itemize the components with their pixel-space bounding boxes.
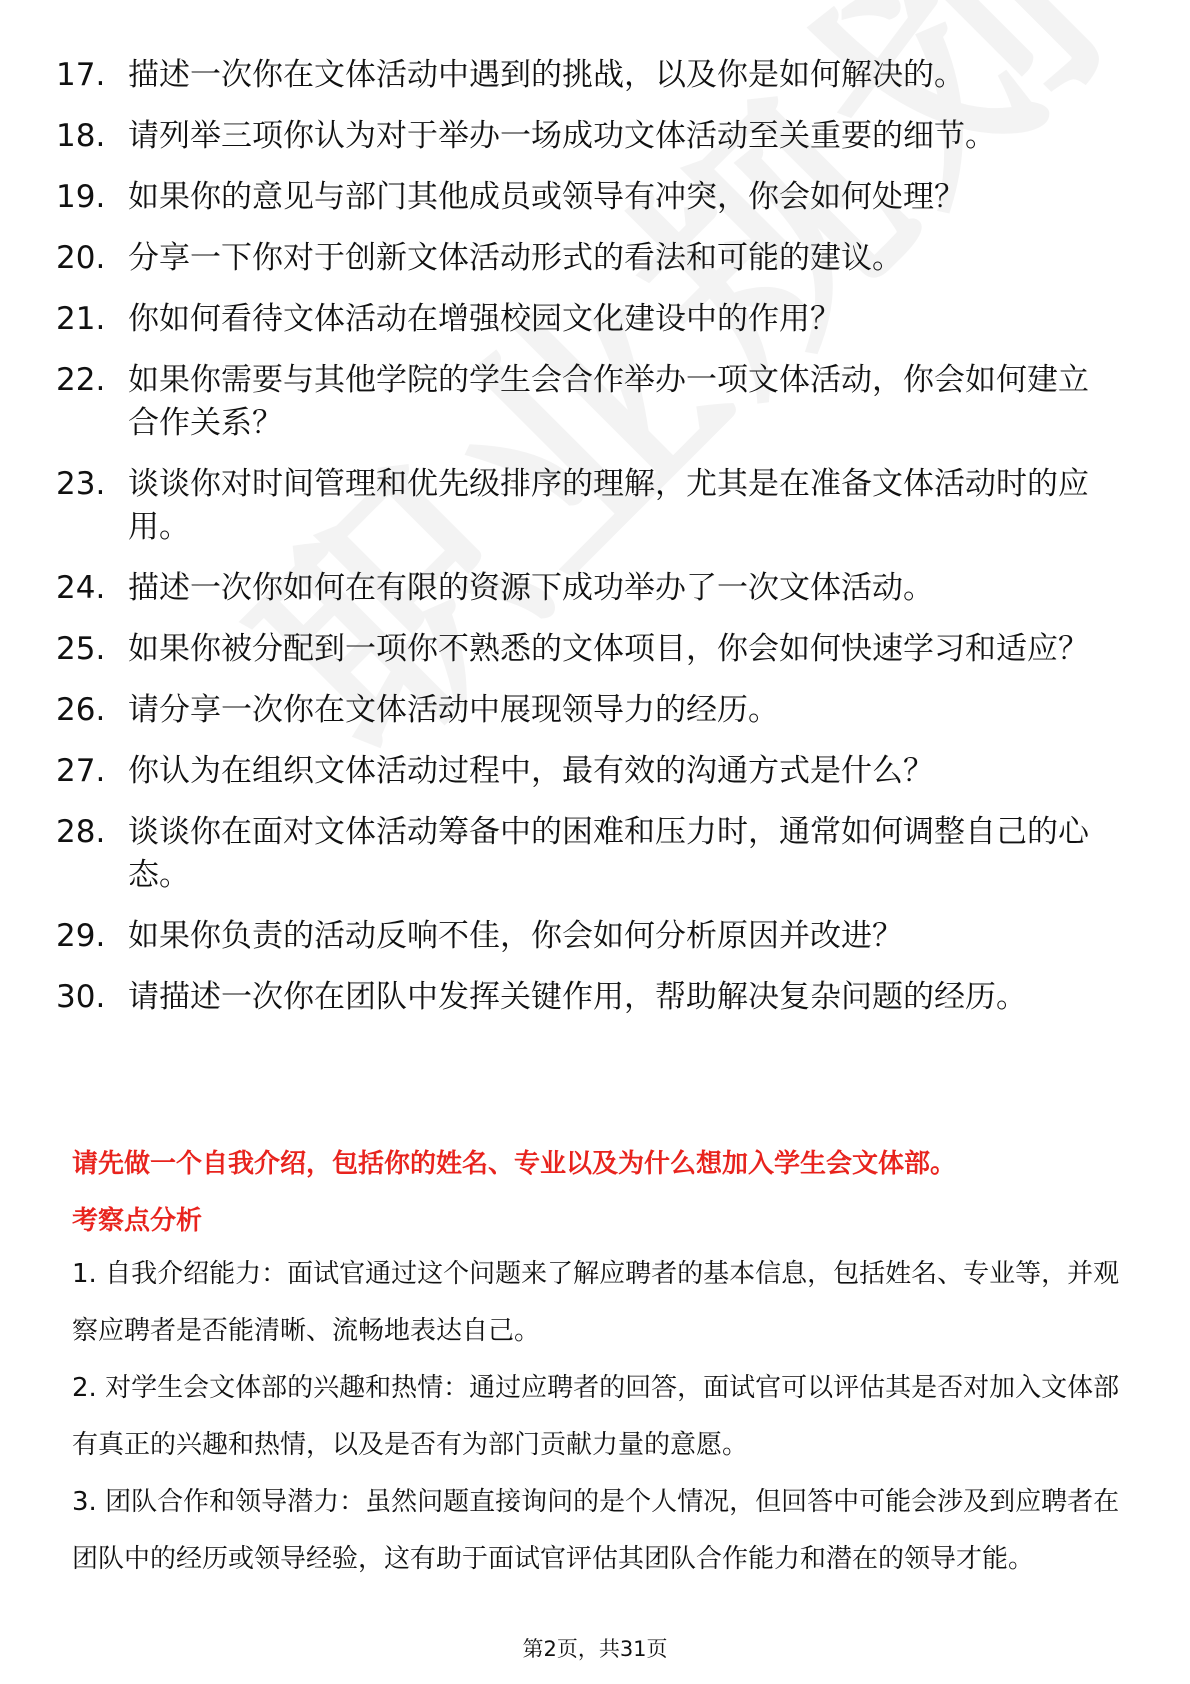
question-number: 26.	[56, 692, 106, 728]
analysis-points	[72, 1246, 1122, 1588]
question-item	[56, 750, 1116, 793]
analysis-point: 2. 对学生会文体部的兴趣和热情：通过应聘者的回答，面试官可以评估其是否对加入文体部有真正的兴趣和热情，以及是否有为部门贡献力量的意愿。	[72, 1373, 1120, 1460]
section-heading: 请先做一个自我介绍，包括你的姓名、专业以及为什么想加入学生会文体部。	[72, 1149, 957, 1179]
question-number: 28.	[56, 814, 106, 850]
question-text: 分享一下你对于创新文体活动形式的看法和可能的建议。	[128, 240, 903, 276]
question-number: 30.	[56, 979, 106, 1015]
page-footer: 第2页，共31页	[522, 1637, 668, 1661]
question-number: 25.	[56, 631, 106, 667]
question-item	[56, 115, 1116, 158]
question-number: 20.	[56, 240, 106, 276]
question-text: 你如何看待文体活动在增强校园文化建设中的作用？	[128, 301, 841, 337]
question-text: 如果你负责的活动反响不佳，你会如何分析原因并改进？	[128, 918, 903, 954]
question-number: 23.	[56, 466, 106, 502]
question-number: 27.	[56, 753, 106, 789]
question-item	[56, 915, 1116, 958]
question-item	[56, 689, 1116, 732]
question-text: 你认为在组织文体活动过程中，最有效的沟通方式是什么？	[128, 753, 934, 789]
question-text: 谈谈你在面对文体活动筹备中的困难和压力时，通常如何调整自己的心态。	[128, 814, 1089, 893]
question-text: 如果你需要与其他学院的学生会合作举办一项文体活动，你会如何建立合作关系？	[128, 362, 1089, 441]
question-number: 17.	[56, 57, 106, 93]
question-number: 19.	[56, 179, 106, 215]
question-text: 描述一次你如何在有限的资源下成功举办了一次文体活动。	[128, 570, 934, 606]
question-text: 请描述一次你在团队中发挥关键作用，帮助解决复杂问题的经历。	[128, 979, 1027, 1015]
question-item	[56, 628, 1116, 671]
analysis-point: 3. 团队合作和领导潜力：虽然问题直接询问的是个人情况，但回答中可能会涉及到应聘者在团队中的经历或领导经验，这有助于面试官评估其团队合作能力和潜在的领导才能。	[72, 1487, 1120, 1574]
question-item	[56, 298, 1116, 341]
question-text: 描述一次你在文体活动中遇到的挑战，以及你是如何解决的。	[128, 57, 965, 93]
question-item	[56, 359, 1116, 445]
question-item	[56, 237, 1116, 280]
question-number: 18.	[56, 118, 106, 154]
question-text: 请列举三项你认为对于举办一场成功文体活动至关重要的细节。	[128, 118, 996, 154]
question-item	[56, 176, 1116, 219]
question-number: 21.	[56, 301, 106, 337]
question-item	[56, 976, 1116, 1019]
question-text: 如果你被分配到一项你不熟悉的文体项目，你会如何快速学习和适应？	[128, 631, 1089, 667]
question-number: 22.	[56, 362, 106, 398]
question-item	[56, 811, 1116, 897]
question-number: 24.	[56, 570, 106, 606]
question-list	[56, 54, 1116, 1037]
question-text: 请分享一次你在文体活动中展现领导力的经历。	[128, 692, 779, 728]
question-number: 29.	[56, 918, 106, 954]
question-text: 谈谈你对时间管理和优先级排序的理解，尤其是在准备文体活动时的应用。	[128, 466, 1089, 545]
question-text: 如果你的意见与部门其他成员或领导有冲突，你会如何处理？	[128, 179, 965, 215]
question-item	[56, 54, 1116, 97]
question-item	[56, 567, 1116, 610]
question-item	[56, 463, 1116, 549]
analysis-subheading: 考察点分析	[72, 1206, 203, 1236]
analysis-point: 1. 自我介绍能力：面试官通过这个问题来了解应聘者的基本信息，包括姓名、专业等，并观察应聘者是否能清晰、流畅地表达自己。	[72, 1259, 1120, 1346]
